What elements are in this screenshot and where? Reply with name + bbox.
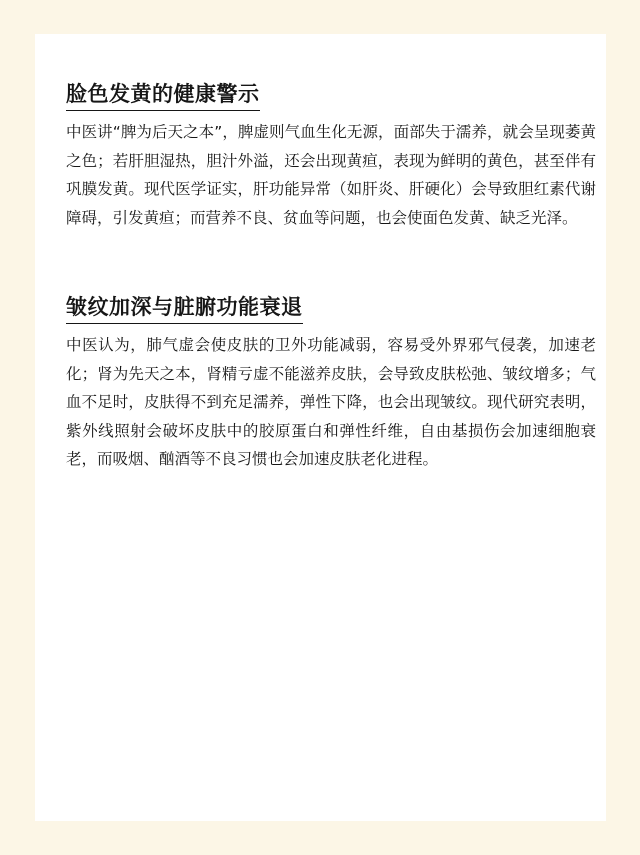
- article-card: [35, 34, 606, 821]
- section-body: 中医讲“脾为后天之本”，脾虚则气血生化无源，面部失于濡养，就会呈现萎黄之色；若肝胆湿热，胆汁外溢，还会出现黄疸，表现为鲜明的黄色，甚至伴有巩膜发黄。现代医学证实，肝功能异常（如肝炎、肝硬化）会导致胆红素代谢障碍，引发黄疸；而营养不良、贫血等问题，也会使面色发黄、缺乏光泽。: [66, 123, 596, 227]
- section-heading: 皱纹加深与脏腑功能衰退: [66, 292, 303, 324]
- section-yellow-complexion: [66, 79, 596, 232]
- section-body: 中医认为，肺气虚会使皮肤的卫外功能减弱，容易受外界邪气侵袭，加速老化；肾为先天之本，肾精亏虚不能滋养皮肤，会导致皮肤松弛、皱纹增多；气血不足时，皮肤得不到充足濡养，弹性下降，也会出现皱纹。现代研究表明，紫外线照射会破坏皮肤中的胶原蛋白和弹性纤维，自由基损伤会加速细胞衰老，而吸烟、酗酒等不良习惯也会加速皮肤老化进程。: [66, 336, 596, 468]
- section-heading: 脸色发黄的健康警示: [66, 79, 260, 111]
- section-wrinkles: [66, 292, 596, 474]
